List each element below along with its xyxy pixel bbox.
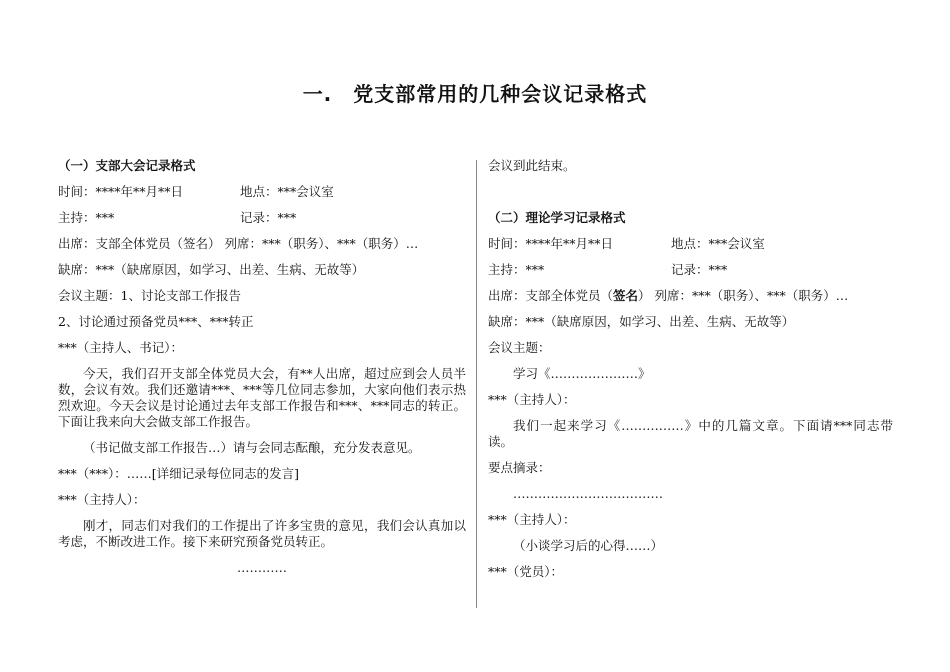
report-paragraph: （书记做支部工作报告…）请与会同志酝酿，充分发表意见。 [83, 440, 421, 455]
speaker-host-2: ***（主持人）： [488, 512, 576, 527]
speaker-member-record: ***（***）：……[详细记录每位同志的发言] [58, 466, 300, 481]
absence-text: 缺席：***（缺席原因，如学习、出差、生病、无故等） [58, 262, 365, 277]
reflection-note: （小谈学习后的心得……） [513, 538, 664, 553]
recorder-text: 记录：*** [240, 210, 297, 225]
spacer [488, 184, 893, 210]
speaker-host: ***（主持人）： [488, 392, 576, 407]
summary-label: 要点摘录： [488, 460, 551, 475]
column-divider [476, 160, 477, 608]
host-text: 主持：*** [58, 210, 115, 225]
recorder-text: 记录：*** [671, 262, 728, 277]
topic-1-text: 会议主题：1、讨论支部工作报告 [58, 288, 241, 303]
topic-text: 会议主题： [488, 340, 551, 355]
ellipsis-text: ………… [237, 560, 287, 575]
time-text: 时间：****年**月**日 [58, 184, 184, 199]
place-text: 地点：***会议室 [671, 236, 765, 251]
section-heading-branch-meeting: （一）支部大会记录格式 [58, 158, 196, 173]
attendance-suffix: ） 列席：***（职务）、***（职务）… [638, 288, 849, 303]
host-recorder-row [488, 262, 893, 288]
study-paragraph: 我们一起来学习《……………》中的几篇文章。下面请***同志带读。 [488, 418, 893, 449]
page-title: 一. 党支部常用的几种会议记录格式 [302, 82, 648, 106]
speaker-host-secretary: ***（主持人、书记）： [58, 340, 184, 355]
closing-paragraph: 刚才，同志们对我们的工作提出了许多宝贵的意见，我们会认真加以考虑，不断改进工作。接下来研究预备党员转正。 [58, 518, 466, 549]
section-heading-theory-study: （二）理论学习记录格式 [488, 210, 626, 225]
time-place-row [488, 236, 893, 262]
time-text: 时间：****年**月**日 [488, 236, 614, 251]
place-text: 地点：***会议室 [240, 184, 334, 199]
absence-text: 缺席：***（缺席原因，如学习、出差、生病、无故等） [488, 314, 795, 329]
attendance-text [488, 288, 893, 314]
opening-paragraph: 今天，我们召开支部全体党员大会，有**人出席，超过应到会人员半数，会议有效。我们还邀请***、***等几位同志参加，大家向他们表示热烈欢迎。今天会议是讨论通过去年支部工作报告和***、***同志的转正。下面让我来向大会做支部工作报告。 [58, 366, 466, 429]
attendance-sign-label: 签名 [613, 288, 639, 303]
time-place-row [58, 184, 466, 210]
speaker-member: ***（党员）： [488, 564, 564, 579]
attendance-prefix: 出席：支部全体党员（ [488, 288, 614, 303]
summary-dots: ……………………………… [513, 486, 663, 501]
left-column [58, 158, 466, 576]
host-recorder-row [58, 210, 466, 236]
meeting-end-text: 会议到此结束。 [488, 158, 576, 173]
speaker-host: ***（主持人）： [58, 492, 146, 507]
right-column [488, 158, 893, 590]
attendance-text: 出席：支部全体党员（签名） 列席：***（职务）、***（职务）… [58, 236, 419, 251]
study-text: 学习《…………………》 [513, 366, 651, 381]
host-text: 主持：*** [488, 262, 545, 277]
topic-2-text: 2、讨论通过预备党员***、***转正 [58, 314, 254, 329]
